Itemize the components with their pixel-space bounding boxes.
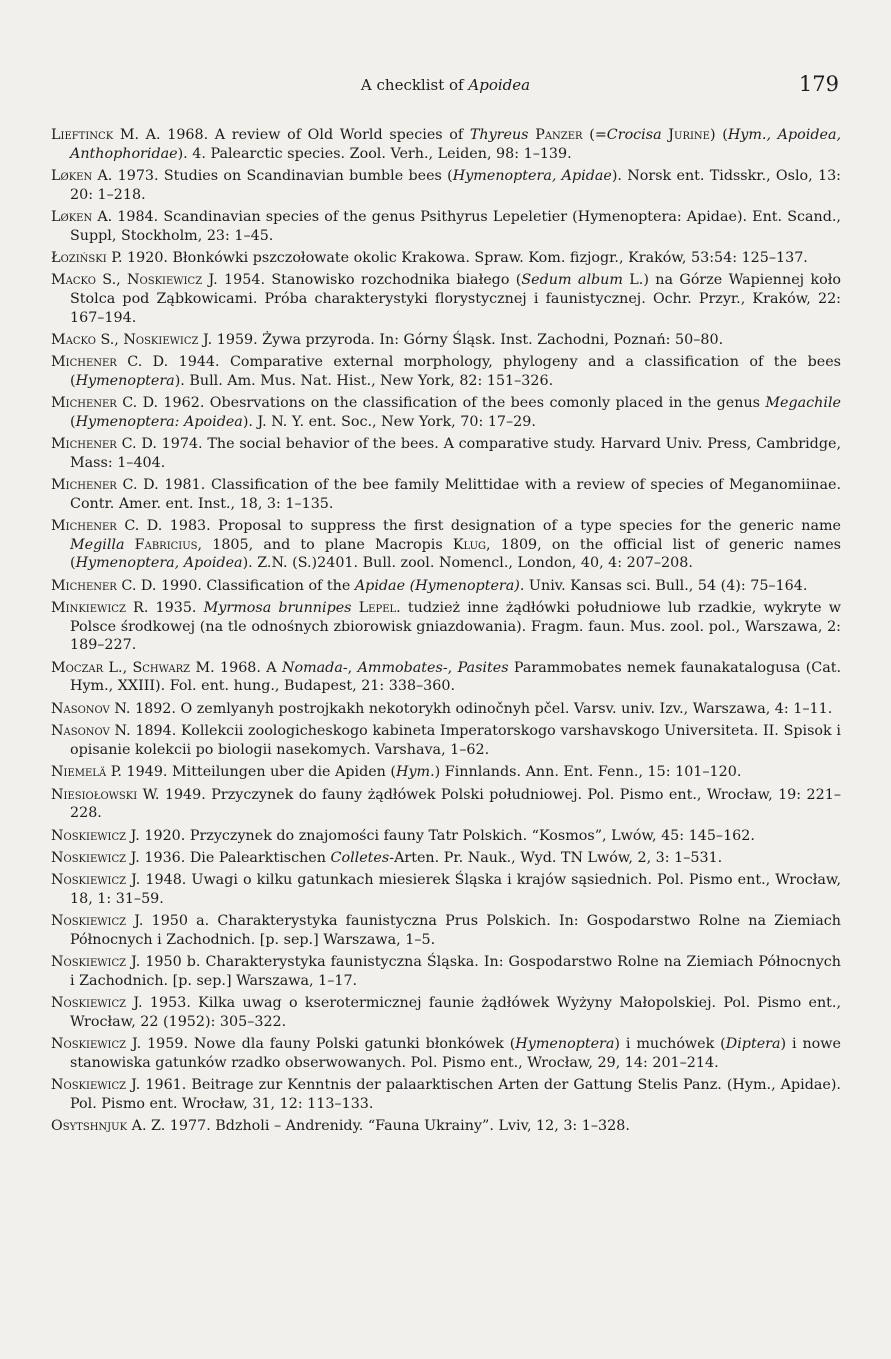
reference-author: Løken A. (51, 208, 113, 225)
reference-text: 1968. A Nomada-, Ammobates-, Pasites Parammobates nemek faunakatalogusa (Cat. Hym., XXIII). Fol. ent. hung., Budapest, 21: 338–360. (70, 659, 842, 695)
reference-entry (51, 271, 841, 327)
running-title: A checklist of Apoidea (360, 76, 531, 94)
reference-author: Noskiewicz J. (51, 872, 141, 889)
reference-author: Michener C. D. (51, 577, 157, 594)
reference-text: 1990. Classification of the Apidae (Hymenoptera). Univ. Kansas sci. Bull., 54 (4): 75–164. (156, 577, 808, 594)
reference-text: 1984. Scandinavian species of the genus Psithyrus Lepeletier (Hymenoptera: Apidae). Ent. Scand., Suppl, Stockholm, 23: 1–45. (70, 208, 841, 244)
reference-author: Moczar L., Schwarz M. (51, 659, 215, 676)
reference-entry (51, 394, 841, 431)
reference-entry (51, 353, 841, 390)
reference-author: Noskiewicz J. (51, 1077, 141, 1094)
reference-text: 1974. The social behavior of the bees. A comparative study. Harvard Univ. Press, Cambridge, Mass: 1–404. (70, 436, 841, 471)
reference-text: 1961. Beitrage zur Kenntnis der palaarktischen Arten der Gattung Stelis Panz. (Hym., Apidae). Pol. Pismo ent. Wrocław, 31, 12: 113–133. (70, 1077, 841, 1112)
reference-author: Nasonov N. (51, 700, 131, 717)
reference-author: Nasonov N. (51, 723, 131, 740)
reference-entry (51, 659, 841, 696)
reference-text: 1983. Proposal to suppress the first designation of a type species for the generic name Megilla Fabricius, 1805, and to plane Macropis Klug, 1809, on the official list of generic names (Hymenoptera, Apoidea). Z.N. (S.)2401. Bull. zool. Nomencl., London, 40, 4: 207–208. (70, 518, 842, 572)
reference-author: Niemelä P. (51, 764, 122, 781)
reference-entry (51, 126, 841, 163)
reference-entry (51, 1035, 841, 1072)
reference-entry (51, 953, 841, 990)
reference-author: Łoziński P. (51, 249, 123, 266)
reference-entry (51, 249, 841, 268)
reference-text: 1948. Uwagi o kilku gatunkach miesierek Śląska i krajów sąsiednich. Pol. Pismo ent., Wrocław, 18, 1: 31–59. (70, 872, 841, 907)
reference-text: 1950 b. Charakterystyka faunistyczna Śląska. In: Gospodarstwo Rolne na Ziemiach Północnych i Zachodnich. [p. sep.] Warszawa, 1–17. (70, 954, 841, 989)
running-title-italic: Apoidea (468, 76, 531, 94)
reference-author: Macko S., Noskiewicz J. (51, 272, 218, 289)
reference-author: Noskiewicz J. (51, 1036, 142, 1053)
reference-author: Osytshnjuk A. Z. (51, 1118, 166, 1135)
reference-text: 1977. Bdzholi – Andrenidy. “Fauna Ukrainy”. Lviv, 12, 3: 1–328. (165, 1118, 630, 1135)
reference-author: Noskiewicz J. (51, 995, 143, 1012)
reference-author: Niesiołowski W. (51, 786, 160, 803)
reference-text: 1894. Kollekcii zoologicheskogo kabineta Imperatorskogo varshavskogo Universiteta. II. Spisok i opisanie kolekcii po biologii nasekomych. Varshava, 1–62. (70, 723, 841, 758)
reference-text: 1920. Błonkówki pszczołowate okolic Krakowa. Spraw. Kom. fizjogr., Kraków, 53:54: 125–137. (122, 249, 808, 266)
reference-entry (51, 517, 841, 573)
reference-entry (51, 1076, 841, 1113)
reference-entry (51, 700, 841, 719)
reference-text: 1954. Stanowisko rozchodnika białego (Sedum album L.) na Górze Wapiennej koło Stolca pod Ząbkowicami. Próba charakterystyki florystycznej i faunistycznej. Ochr. Przyr., Kraków, 22: 167–194. (70, 272, 841, 326)
reference-text: 1949. Przyczynek do fauny żądłówek Polski południowej. Pol. Pismo ent., Wrocław, 19: 221–228. (70, 786, 841, 822)
reference-entry (51, 912, 841, 949)
reference-text: 1944. Comparative external morphology, phylogeny and a classification of the bees (Hymenoptera). Bull. Am. Mus. Nat. Hist., New York, 82: 151–326. (70, 354, 841, 389)
reference-author: Noskiewicz J. (51, 827, 140, 844)
reference-entry (51, 1117, 841, 1136)
reference-author: Michener C. D. (51, 395, 159, 412)
reference-entry (51, 786, 841, 823)
reference-text: 1920. Przyczynek do znajomości fauny Tatr Polskich. “Kosmos”, Lwów, 45: 145–162. (139, 827, 755, 844)
reference-text: 1973. Studies on Scandinavian bumble bees (Hymenoptera, Apidae). Norsk ent. Tidsskr., Oslo, 13: 20: 1–218. (70, 167, 841, 203)
reference-text: 1968. A review of Old World species of Thyreus Panzer (=Crocisa Jurine) (Hym., Apoidea, Anthophoridae). 4. Palearctic species. Zool. Verh., Leiden, 98: 1–139. (70, 127, 842, 162)
reference-text: 1962. Obesrvations on the classification of the bees comonly placed in the genus Megachile (Hymenoptera: Apoidea). J. N. Y. ent. Soc., New York, 70: 17–29. (70, 395, 841, 430)
reference-entry (51, 849, 841, 868)
reference-text: 1892. O zemlyanyh postrojkakh nekotorykh odinočnyh pčel. Varsv. univ. Izv., Warszawa, 4: 1–11. (130, 700, 833, 717)
reference-author: Noskiewicz J. (51, 913, 144, 930)
reference-text: 1950 a. Charakterystyka faunistyczna Prus Polskich. In: Gospodarstwo Rolne na Ziemiach Północnych i Zachodnich. [p. sep.] Warszawa, 1–5. (70, 913, 841, 948)
reference-text: 1959. Żywa przyroda. In: Górny Śląsk. Inst. Zachodni, Poznań: 50–80. (212, 331, 724, 348)
reference-text: 1936. Die Palearktischen Colletes-Arten. Pr. Nauk., Wyd. TN Lwów, 2, 3: 1–531. (139, 849, 723, 866)
reference-entry (51, 763, 841, 782)
reference-text: 1959. Nowe dla fauny Polski gatunki błonkówek (Hymenoptera) i muchówek (Diptera) i nowe stanowiska gatunków rzadko obserwowanych. Pol. Pismo ent., Wrocław, 29, 14: 201–214. (70, 1036, 841, 1071)
reference-entry (51, 722, 841, 759)
reference-author: Michener C. D. (51, 436, 157, 453)
page-number: 179 (798, 72, 839, 96)
reference-author: Michener C. D. (51, 518, 163, 535)
reference-text: 1935. Myrmosa brunnipes Lepel. tudzież inne żądłówki południowe lub rzadkie, wykryte w Polsce środkowej (na tle odnośnych zbiorowisk gniazdowania). Fragm. faun. Mus. zool. pol., Warszawa, 2: 189–227. (70, 600, 841, 654)
reference-entry (51, 476, 841, 513)
reference-entry (51, 577, 841, 596)
reference-author: Minkiewicz R. (51, 600, 149, 617)
reference-entry (51, 435, 841, 472)
reference-entry (51, 208, 841, 245)
reference-author: Noskiewicz J. (51, 954, 141, 971)
reference-author: Noskiewicz J. (51, 849, 140, 866)
reference-author: Lieftinck M. A. (51, 127, 161, 143)
reference-list (51, 126, 841, 1140)
reference-text: 1953. Kilka uwag o kserotermicznej faunie żądłówek Wyżyny Małopolskiej. Pol. Pismo ent., Wrocław, 22 (1952): 305–322. (70, 995, 841, 1030)
reference-entry (51, 994, 841, 1031)
reference-author: Macko S., Noskiewicz J. (51, 331, 213, 348)
reference-entry (51, 331, 841, 350)
reference-author: Løken A. (51, 167, 113, 184)
reference-text: 1981. Classification of the bee family Melittidae with a review of species of Meganomiinae. Contr. Amer. ent. Inst., 18, 3: 1–135. (70, 477, 842, 512)
page-header (0, 70, 891, 106)
reference-author: Michener C. D. (51, 354, 169, 371)
reference-entry (51, 871, 841, 908)
reference-entry (51, 827, 841, 846)
reference-text: 1949. Mitteilungen uber die Apiden (Hym.) Finnlands. Ann. Ent. Fenn., 15: 101–120. (121, 764, 742, 781)
reference-entry (51, 167, 841, 204)
reference-author: Michener C. D. (51, 477, 159, 494)
reference-entry (51, 599, 841, 655)
